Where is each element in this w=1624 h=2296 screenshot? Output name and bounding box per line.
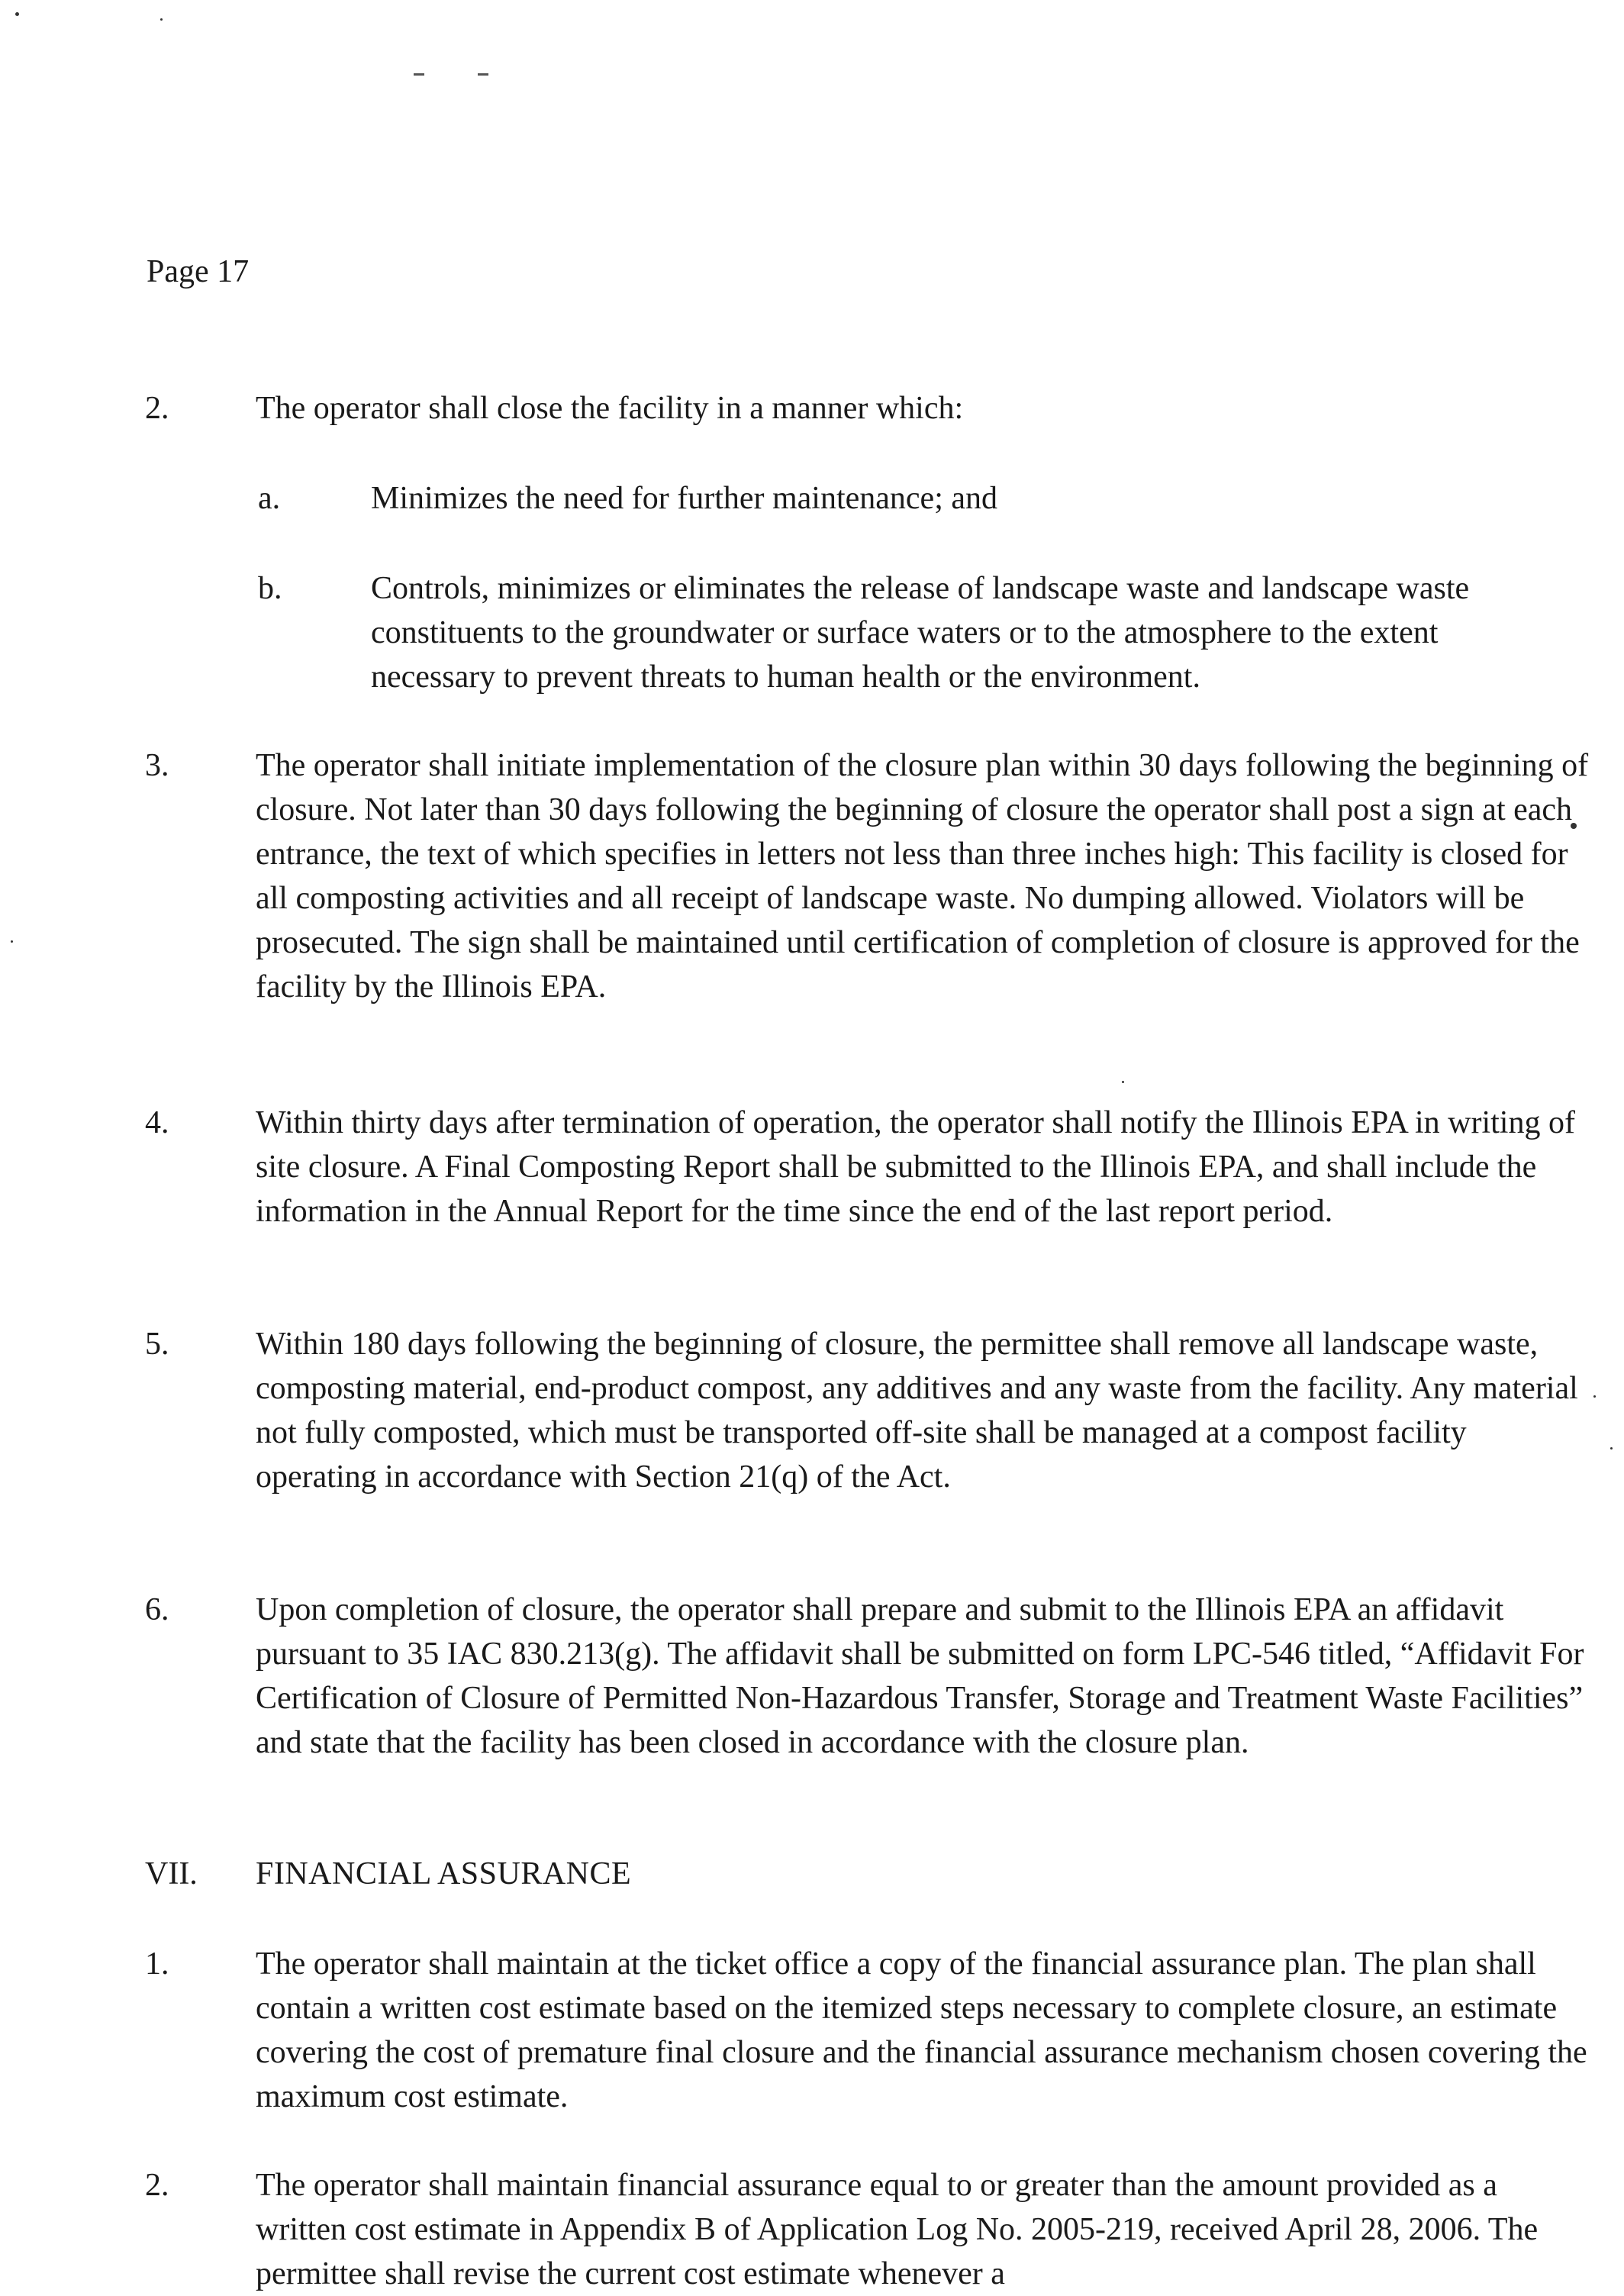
- item-number: 3.: [145, 748, 169, 783]
- item-text: The operator shall close the facility in a manner which:: [256, 391, 964, 426]
- item-text: Within 180 days following the beginning of closure, the permittee shall remove all landscape waste, composting material, end-product compost, any additives and any waste from the facility. Any material not fully composted, which must be transported off-site shall be managed at a compost facility operating in accordance with Section 21(q) of the Act.: [256, 1327, 1578, 1495]
- item-text: Minimizes the need for further maintenance; and: [371, 481, 998, 516]
- item-number: 4.: [145, 1105, 169, 1140]
- item-text: The operator shall initiate implementation of the closure plan within 30 days following the beginning of closure. Not later than 30 days following the beginning of closure the operator shall post a sign at each entrance, the text of which specifies in letters not less than three inches high: This facility is closed for all composting activities and all receipt of landscape waste. No dumping allowed. Violators will be prosecuted. The sign shall be maintained until certification of completion of closure is approved for the facility by the Illinois EPA.: [256, 748, 1589, 1004]
- item-text: The operator shall maintain at the ticket office a copy of the financial assurance plan. The plan shall contain a written cost estimate based on the itemized steps necessary to complete closure, an estimate covering the cost of premature final closure and the financial assurance mechanism chosen covering the maximum cost estimate.: [256, 1946, 1587, 2114]
- scan-speck: [1610, 1447, 1613, 1450]
- scan-dash: [414, 73, 424, 76]
- scan-dash: [478, 73, 488, 76]
- item-number: b.: [258, 571, 282, 606]
- scan-speck: [160, 18, 163, 21]
- item-number: 1.: [145, 1946, 169, 1982]
- section-number: VII.: [145, 1856, 198, 1891]
- page-number: Page 17: [147, 254, 250, 289]
- item-number: a.: [258, 481, 281, 516]
- item-number: 6.: [145, 1592, 169, 1627]
- item-number: 2.: [145, 391, 169, 426]
- item-text: Upon completion of closure, the operator shall prepare and submit to the Illinois EPA an affidavit pursuant to 35 IAC 830.213(g). The affidavit shall be submitted on form LPC-546 titled, “Affidavit For Certification of Closure of Permitted Non-Hazardous Transfer, Storage and Treatment Waste Facilities” and state that the facility has been closed in accordance with the closure plan.: [256, 1592, 1584, 1760]
- item-number: 5.: [145, 1327, 169, 1362]
- item-text: Within thirty days after termination of operation, the operator shall notify the Illinois EPA in writing of site closure. A Final Composting Report shall be submitted to the Illinois EPA, and shall include the information in the Annual Report for the time since the end of the last report period.: [256, 1105, 1575, 1229]
- item-text: The operator shall maintain financial assurance equal to or greater than the amount provided as a written cost estimate in Appendix B of Application Log No. 2005-219, received April 28, 2006. The permittee shall revise the current cost estimate whenever a: [256, 2168, 1539, 2291]
- item-number: 2.: [145, 2168, 169, 2203]
- scan-speck: [11, 940, 13, 943]
- section-title: FINANCIAL ASSURANCE: [256, 1856, 632, 1891]
- item-text: Controls, minimizes or eliminates the release of landscape waste and landscape waste constituents to the groundwater or surface waters or to the atmosphere to the extent necessary to prevent threats to human health or the environment.: [371, 571, 1470, 695]
- scan-speck: [1122, 1081, 1124, 1083]
- scan-speck: [15, 12, 19, 16]
